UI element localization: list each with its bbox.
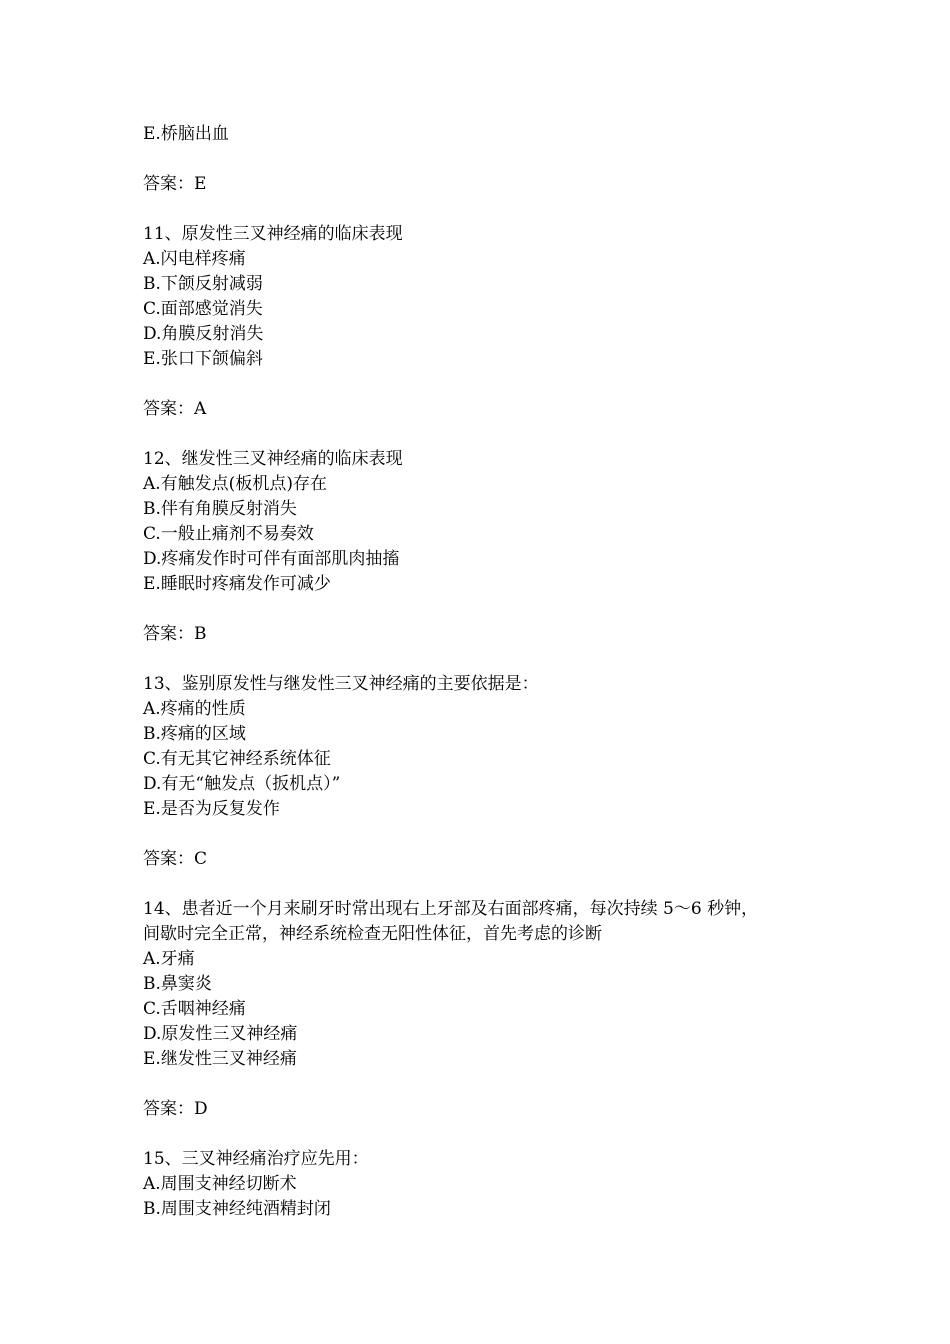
q13-stem: 13、鉴别原发性与继发性三叉神经痛的主要依据是： bbox=[143, 674, 539, 694]
spacer bbox=[143, 1072, 823, 1097]
q13-option-a: A.疼痛的性质 bbox=[143, 699, 246, 719]
q15-option-a: A.周围支神经切断术 bbox=[143, 1174, 297, 1194]
q13-option-e: E.是否为反复发作 bbox=[143, 799, 280, 819]
q11-option-c: C.面部感觉消失 bbox=[143, 299, 263, 319]
q11-stem: 11、原发性三叉神经痛的临床表现 bbox=[143, 224, 403, 244]
q11-option-e: E.张口下颌偏斜 bbox=[143, 349, 263, 369]
q13-option-c: C.有无其它神经系统体征 bbox=[143, 749, 331, 769]
q12-option-e: E.睡眠时疼痛发作可减少 bbox=[143, 574, 331, 594]
spacer bbox=[143, 597, 823, 622]
q11-answer: 答案：A bbox=[143, 399, 207, 419]
q13-answer: 答案：C bbox=[143, 849, 208, 869]
q14-option-e: E.继发性三叉神经痛 bbox=[143, 1049, 297, 1069]
q15-option-b: B.周围支神经纯酒精封闭 bbox=[143, 1199, 331, 1219]
q14-stem-line2: 间歇时完全正常，神经系统检查无阳性体征，首先考虑的诊断 bbox=[143, 924, 602, 944]
q15-stem: 15、三叉神经痛治疗应先用： bbox=[143, 1149, 369, 1169]
q14-stem-line1: 14、患者近一个月来刷牙时常出现右上牙部及右面部疼痛，每次持续 5～6 秒钟， bbox=[143, 899, 759, 919]
document-page bbox=[143, 122, 823, 1222]
spacer bbox=[143, 147, 823, 172]
q14-option-a: A.牙痛 bbox=[143, 949, 195, 969]
q10-option-e: E.桥脑出血 bbox=[143, 124, 229, 144]
spacer bbox=[143, 647, 823, 672]
q14-answer: 答案：D bbox=[143, 1099, 208, 1119]
q14-option-c: C.舌咽神经痛 bbox=[143, 999, 246, 1019]
q12-option-b: B.伴有角膜反射消失 bbox=[143, 499, 297, 519]
spacer bbox=[143, 1122, 823, 1147]
spacer bbox=[143, 822, 823, 847]
q13-option-d: D.有无“触发点（扳机点）” bbox=[143, 774, 341, 794]
q11-option-d: D.角膜反射消失 bbox=[143, 324, 264, 344]
q12-option-c: C.一般止痛剂不易奏效 bbox=[143, 524, 314, 544]
q12-option-d: D.疼痛发作时可伴有面部肌肉抽搐 bbox=[143, 549, 400, 569]
spacer bbox=[143, 422, 823, 447]
q13-option-b: B.疼痛的区域 bbox=[143, 724, 246, 744]
q11-option-b: B.下颌反射减弱 bbox=[143, 274, 263, 294]
q14-option-b: B.鼻窦炎 bbox=[143, 974, 212, 994]
q10-answer: 答案：E bbox=[143, 174, 207, 194]
q14-option-d: D.原发性三叉神经痛 bbox=[143, 1024, 298, 1044]
q12-option-a: A.有触发点(板机点)存在 bbox=[143, 474, 327, 494]
q12-stem: 12、继发性三叉神经痛的临床表现 bbox=[143, 449, 403, 469]
q11-option-a: A.闪电样疼痛 bbox=[143, 249, 246, 269]
spacer bbox=[143, 872, 823, 897]
spacer bbox=[143, 197, 823, 222]
spacer bbox=[143, 372, 823, 397]
q12-answer: 答案：B bbox=[143, 624, 207, 644]
